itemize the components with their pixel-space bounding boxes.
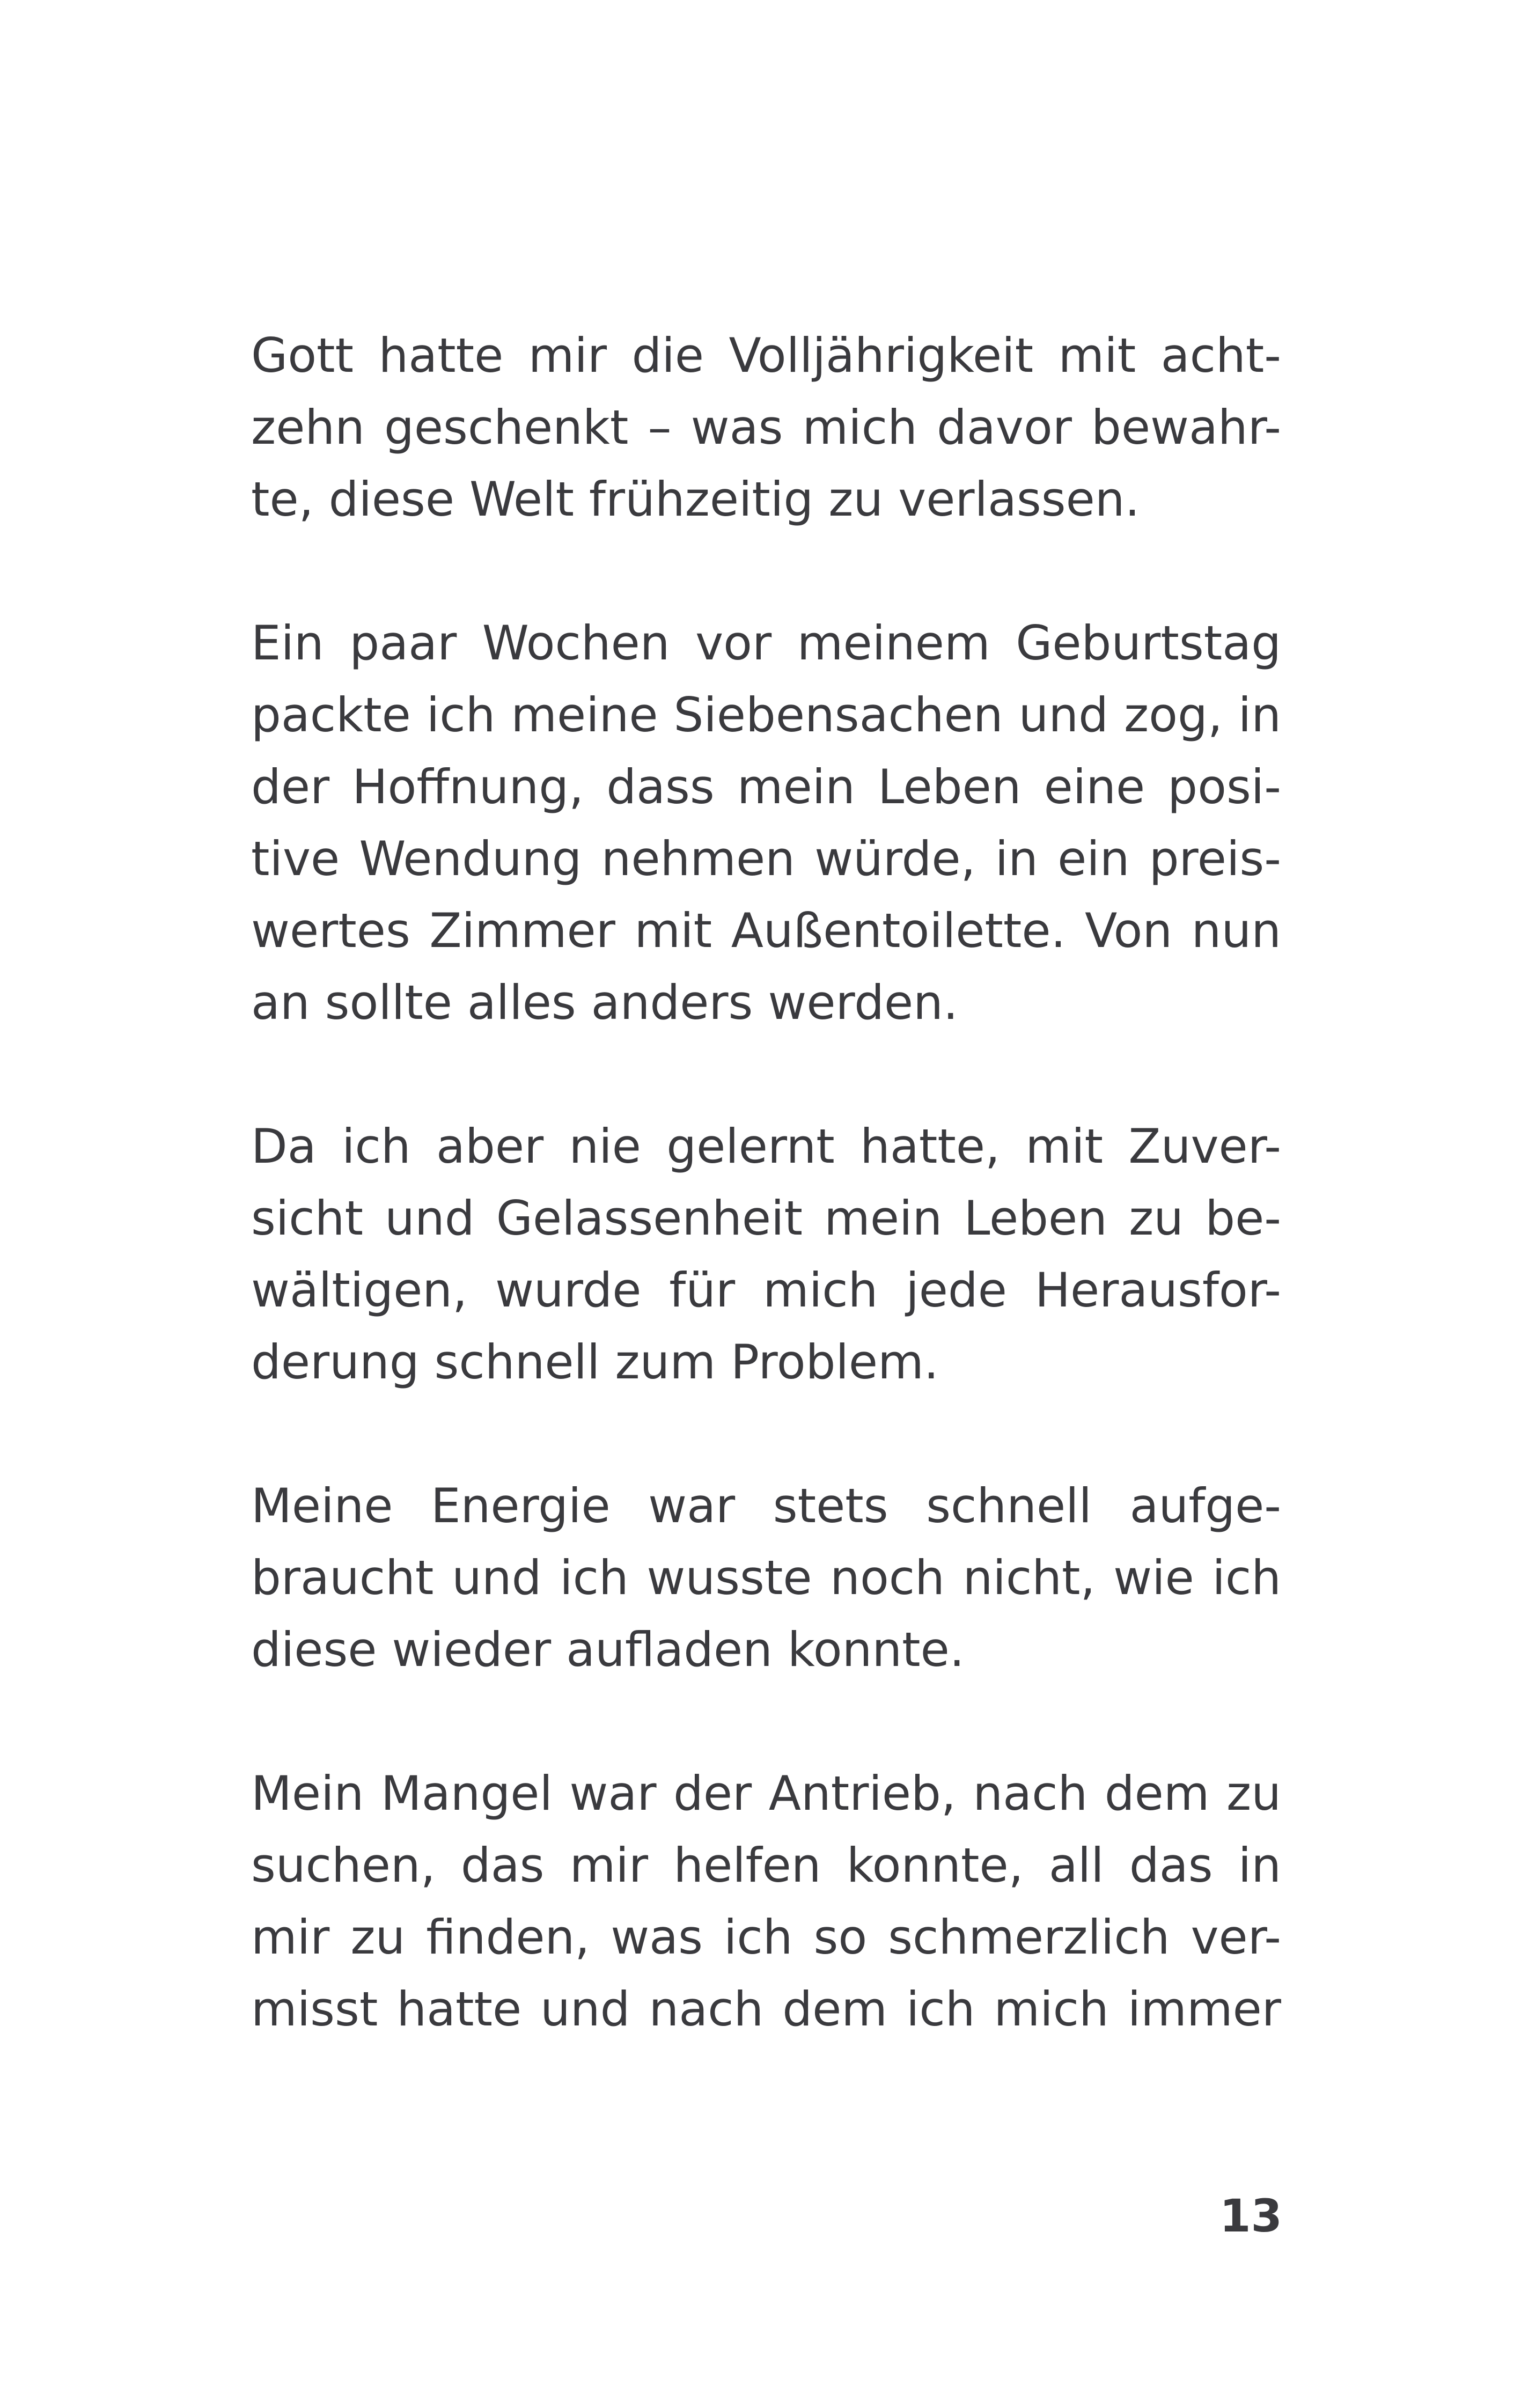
text-line: wertes Zimmer mit Außentoilette. Von nun [251, 903, 1281, 958]
paragraph-5 [251, 1758, 1281, 2045]
paragraph-2 [251, 607, 1281, 1039]
text-line: suchen, das mir helfen konnte, all das in [251, 1838, 1281, 1893]
text-line: der Hoffnung, dass mein Leben eine posi- [251, 759, 1281, 814]
text-line: Ein paar Wochen vor meinem Geburtstag [251, 615, 1281, 671]
text-line: Mein Mangel war der Antrieb, nach dem zu [251, 1766, 1281, 1821]
page-number: 13 [1219, 2190, 1282, 2242]
text-line: wältigen, wurde für mich jede Herausfor- [251, 1262, 1281, 1318]
paragraph-3 [251, 1111, 1281, 1398]
text-line: sicht und Gelassenheit mein Leben zu be- [251, 1191, 1281, 1246]
body-text [251, 320, 1281, 2045]
text-line: te, diese Welt frühzeitig zu verlassen. [251, 472, 1140, 527]
text-line: Gott hatte mir die Volljährigkeit mit acht- [251, 328, 1281, 383]
text-line: Meine Energie war stets schnell aufge- [251, 1478, 1281, 1533]
text-line: diese wieder aufladen konnte. [251, 1622, 965, 1677]
paragraph-4 [251, 1470, 1281, 1686]
text-line: misst hatte und nach dem ich mich immer [251, 1981, 1281, 2037]
text-line: tive Wendung nehmen würde, in ein preis- [251, 831, 1281, 886]
text-line: zehn geschenkt – was mich davor bewahr- [251, 400, 1281, 455]
text-line: mir zu finden, was ich so schmerzlich ver- [251, 1910, 1281, 1965]
text-line: packte ich meine Siebensachen und zog, in [251, 687, 1281, 743]
text-line: braucht und ich wusste noch nicht, wie ich [251, 1550, 1281, 1605]
text-line: derung schnell zum Problem. [251, 1334, 939, 1390]
text-line: Da ich aber nie gelernt hatte, mit Zuver- [251, 1119, 1281, 1174]
paragraph-1 [251, 320, 1281, 535]
text-line: an sollte alles anders werden. [251, 975, 958, 1030]
